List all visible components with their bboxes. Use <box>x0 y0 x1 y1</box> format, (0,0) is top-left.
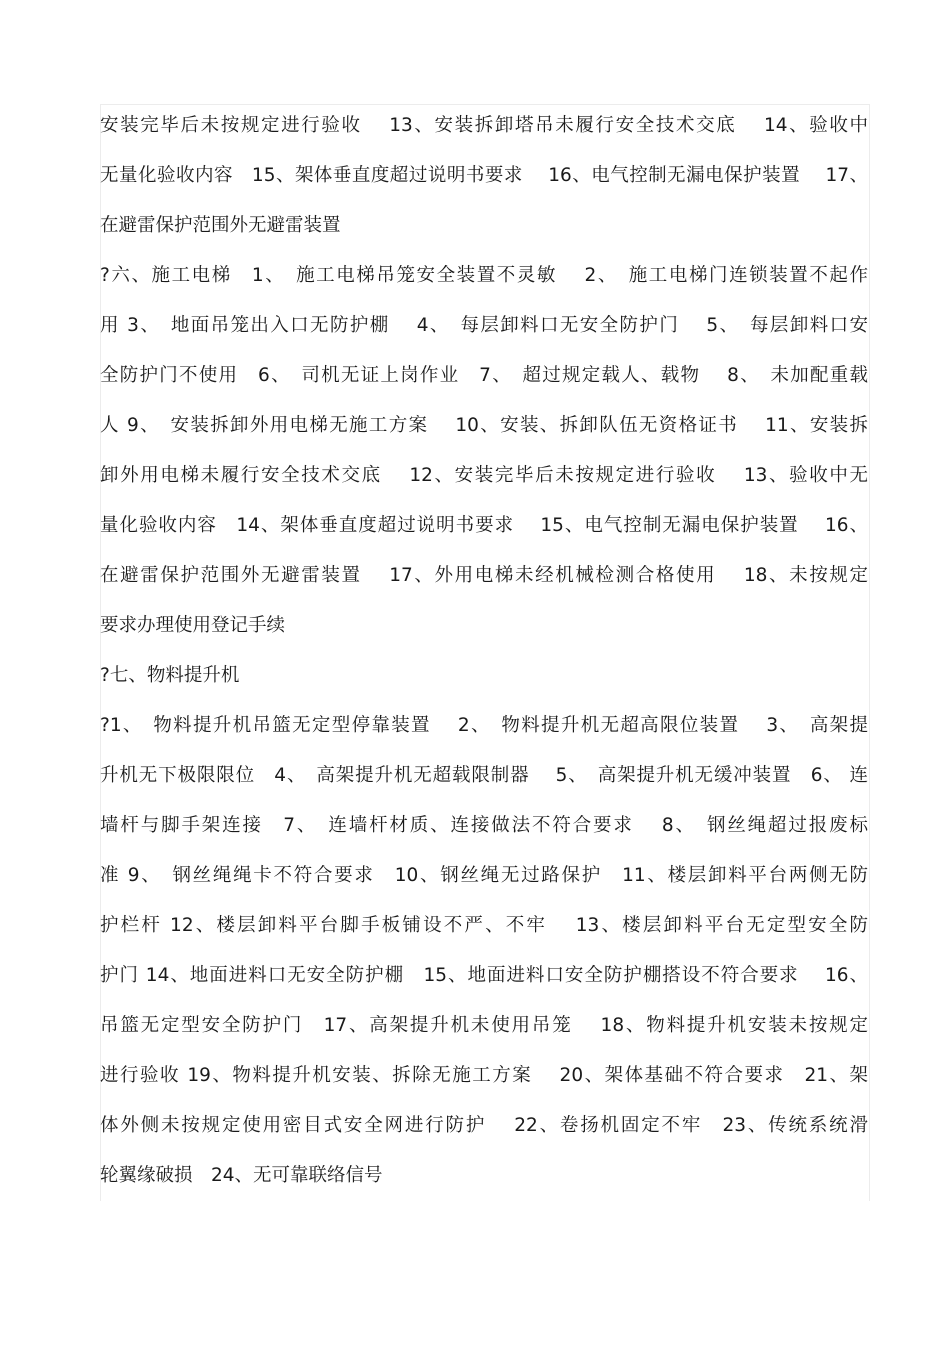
text-line: 体外侧未按规定使用密目式安全网进行防护 22、卷扬机固定不牢 23、传统系统滑 <box>100 1115 868 1136</box>
text-line: 无量化验收内容 15、架体垂直度超过说明书要求 16、电气控制无漏电保护装置 17、 <box>100 165 868 186</box>
text-line: 全防护门不使用 6、 司机无证上岗作业 7、 超过规定载人、载物 8、 未加配重载 <box>100 365 868 386</box>
text-line: 进行验收 19、物料提升机安装、拆除无施工方案 20、架体基础不符合要求 21、架 <box>100 1065 868 1086</box>
text-line: 准 9、 钢丝绳绳卡不符合要求 10、钢丝绳无过路保护 11、楼层卸料平台两侧无防 <box>100 865 868 886</box>
text-line: 人 9、 安装拆卸外用电梯无施工方案 10、安装、拆卸队伍无资格证书 11、安装拆 <box>100 415 868 436</box>
text-line: 安装完毕后未按规定进行验收 13、安装拆卸塔吊未履行安全技术交底 14、验收中 <box>100 115 868 136</box>
text-line: ?六、施工电梯 1、 施工电梯吊笼安全装置不灵敏 2、 施工电梯门连锁装置不起作 <box>100 265 868 286</box>
text-line: 用 3、 地面吊笼出入口无防护棚 4、 每层卸料口无安全防护门 5、 每层卸料口安 <box>100 315 868 336</box>
text-line: ?七、物料提升机 <box>100 665 240 686</box>
text-line: 量化验收内容 14、架体垂直度超过说明书要求 15、电气控制无漏电保护装置 16、 <box>100 515 868 536</box>
text-line: 轮翼缘破损 24、无可靠联络信号 <box>100 1165 383 1186</box>
text-line: 卸外用电梯未履行安全技术交底 12、安装完毕后未按规定进行验收 13、验收中无 <box>100 465 868 486</box>
text-line: 要求办理使用登记手续 <box>100 615 286 636</box>
text-line: 升机无下极限限位 4、 高架提升机无超载限制器 5、 高架提升机无缓冲装置 6、 连 <box>100 765 868 786</box>
text-line: 护门 14、地面进料口无安全防护棚 15、地面进料口安全防护棚搭设不符合要求 16、 <box>100 965 868 986</box>
text-line: ?1、 物料提升机吊篮无定型停靠装置 2、 物料提升机无超高限位装置 3、 高架提 <box>100 715 868 736</box>
text-line: 护栏杆 12、楼层卸料平台脚手板铺设不严、不牢 13、楼层卸料平台无定型安全防 <box>100 915 868 936</box>
document-body <box>100 101 868 1201</box>
text-line: 在避雷保护范围外无避雷装置 17、外用电梯未经机械检测合格使用 18、未按规定 <box>100 565 868 586</box>
text-line: 墙杆与脚手架连接 7、 连墙杆材质、连接做法不符合要求 8、 钢丝绳超过报废标 <box>100 815 868 836</box>
text-line: 吊篮无定型安全防护门 17、高架提升机未使用吊笼 18、物料提升机安装未按规定 <box>100 1015 868 1036</box>
text-line: 在避雷保护范围外无避雷装置 <box>100 215 341 236</box>
